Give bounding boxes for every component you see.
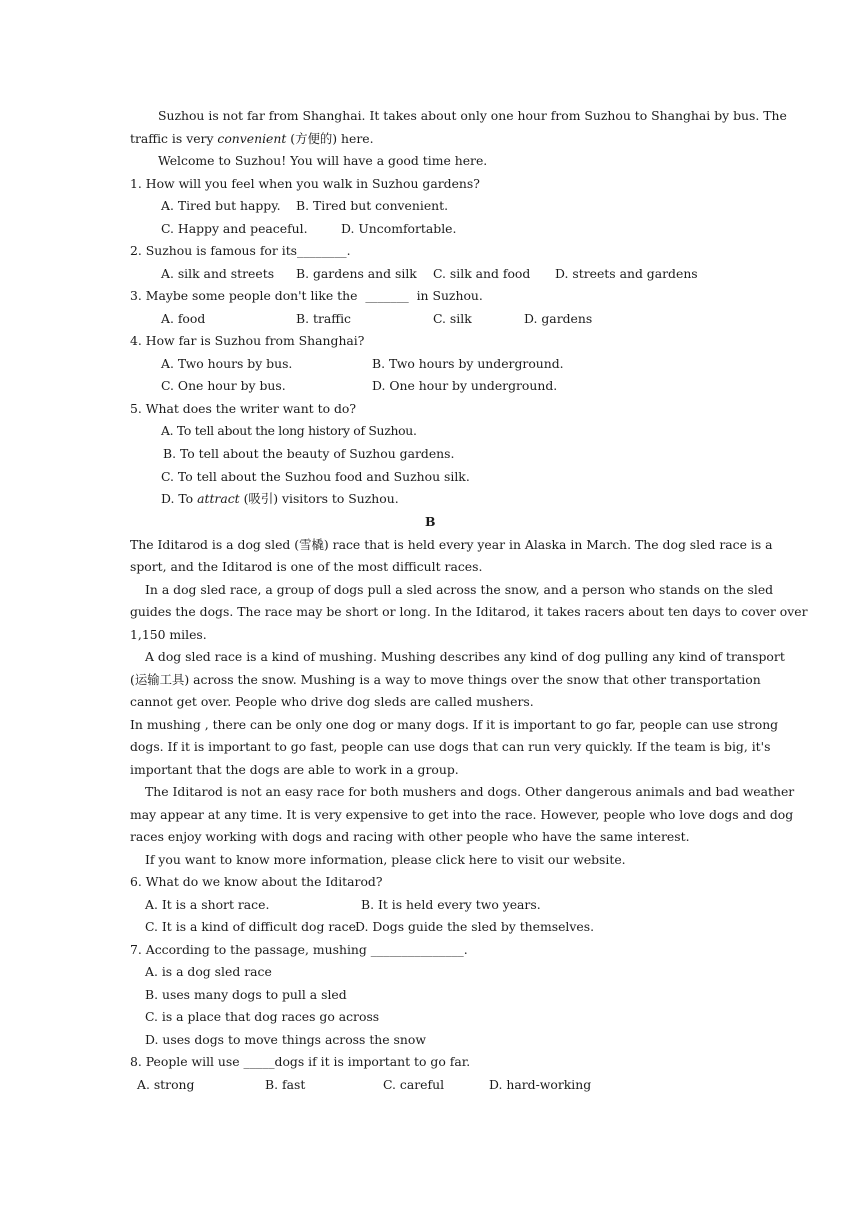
question-5-option-d: D. To attract (吸引) visitors to Suzhou. <box>161 491 399 506</box>
passage-b-line-2: sport, and the Iditarod is one of the most difficult races. <box>130 559 483 574</box>
question-5-option-a: A. To tell about the long history of Suzhou. <box>161 423 417 438</box>
question-4-option-b: B. Two hours by underground. <box>372 356 564 371</box>
question-7-option-b: B. uses many dogs to pull a sled <box>145 987 347 1002</box>
question-6-option-c: C. It is a kind of difficult dog race. <box>145 919 360 934</box>
passage-a-line-1: Suzhou is not far from Shanghai. It takes about only one hour from Suzhou to Shanghai by bus. The <box>158 108 787 123</box>
question-1-option-b: B. Tired but convenient. <box>296 198 449 213</box>
question-6-option-a: A. It is a short race. <box>145 897 270 912</box>
question-4-stem: 4. How far is Suzhou from Shanghai? <box>130 333 365 348</box>
question-8-option-c: C. careful <box>383 1077 445 1092</box>
question-2-option-d: D. streets and gardens <box>555 266 698 281</box>
question-5-option-c: C. To tell about the Suzhou food and Suzhou silk. <box>161 469 470 484</box>
question-7-option-d: D. uses dogs to move things across the snow <box>145 1032 426 1047</box>
question-5-option-b: B. To tell about the beauty of Suzhou gardens. <box>163 446 455 461</box>
question-3-option-a: A. food <box>161 311 206 326</box>
question-4-option-d: D. One hour by underground. <box>372 378 558 393</box>
question-6-option-d: D. Dogs guide the sled by themselves. <box>355 919 595 934</box>
question-3-option-d: D. gardens <box>524 311 593 326</box>
question-2-option-a: A. silk and streets <box>161 266 275 281</box>
passage-b-line-9: In mushing , there can be only one dog or many dogs. If it is important to go far, people can use strong <box>130 717 779 732</box>
passage-b-line-12: The Iditarod is not an easy race for both mushers and dogs. Other dangerous animals and bad weather <box>145 784 795 799</box>
passage-b-line-4: guides the dogs. The race may be short or long. In the Iditarod, it takes racers about ten days to cover over <box>130 604 808 619</box>
question-8-option-b: B. fast <box>265 1077 306 1092</box>
question-1-option-d: D. Uncomfortable. <box>341 221 457 236</box>
question-8-option-d: D. hard-working <box>489 1077 592 1092</box>
passage-b-line-10: dogs. If it is important to go fast, people can use dogs that can run very quickly. If the team is big, it's <box>130 739 771 754</box>
passage-b-line-1: The Iditarod is a dog sled (雪橇) race that is held every year in Alaska in March. The dog sled race is a <box>130 537 773 552</box>
passage-b-line-13: may appear at any time. It is very expensive to get into the race. However, people who love dogs and dog <box>130 807 794 822</box>
question-4-option-a: A. Two hours by bus. <box>161 356 293 371</box>
question-1-option-a: A. Tired but happy. <box>161 198 281 213</box>
question-1-stem: 1. How will you feel when you walk in Suzhou gardens? <box>130 176 480 191</box>
passage-a-line-3: Welcome to Suzhou! You will have a good time here. <box>158 153 488 168</box>
passage-b-line-6: A dog sled race is a kind of mushing. Mushing describes any kind of dog pulling any kind of transport <box>145 649 785 664</box>
passage-a-line-2: traffic is very convenient (方便的) here. <box>130 131 374 146</box>
question-7-option-c: C. is a place that dog races go across <box>145 1009 380 1024</box>
question-7-option-a: A. is a dog sled race <box>145 964 272 979</box>
question-3-option-c: C. silk <box>433 311 472 326</box>
passage-b-line-5: 1,150 miles. <box>130 627 207 642</box>
question-6-option-b: B. It is held every two years. <box>361 897 541 912</box>
question-2-stem: 2. Suzhou is famous for its________. <box>130 243 351 258</box>
question-6-stem: 6. What do we know about the Iditarod? <box>130 874 383 889</box>
section-b-title: B <box>425 514 436 529</box>
passage-b-line-8: cannot get over. People who drive dog sleds are called mushers. <box>130 694 534 709</box>
question-3-option-b: B. traffic <box>296 311 351 326</box>
passage-b-line-15: If you want to know more information, please click here to visit our website. <box>145 852 626 867</box>
question-5-stem: 5. What does the writer want to do? <box>130 401 357 416</box>
question-1-option-c: C. Happy and peaceful. <box>161 221 308 236</box>
question-8-stem: 8. People will use _____dogs if it is important to go far. <box>130 1054 471 1069</box>
passage-b-line-11: important that the dogs are able to work in a group. <box>130 762 459 777</box>
passage-b-line-14: races enjoy working with dogs and racing with other people who have the same interest. <box>130 829 690 844</box>
question-3-stem: 3. Maybe some people don't like the _______ in Suzhou. <box>130 288 483 303</box>
question-2-option-b: B. gardens and silk <box>296 266 417 281</box>
question-8-option-a: A. strong <box>137 1077 195 1092</box>
question-2-option-c: C. silk and food <box>433 266 531 281</box>
passage-b-line-3: In a dog sled race, a group of dogs pull a sled across the snow, and a person who stands on the sled <box>145 582 774 597</box>
passage-b-line-7: (运输工具) across the snow. Mushing is a way to move things over the snow that other transportation <box>130 672 761 687</box>
question-7-stem: 7. According to the passage, mushing _______________. <box>130 942 468 957</box>
question-4-option-c: C. One hour by bus. <box>161 378 286 393</box>
